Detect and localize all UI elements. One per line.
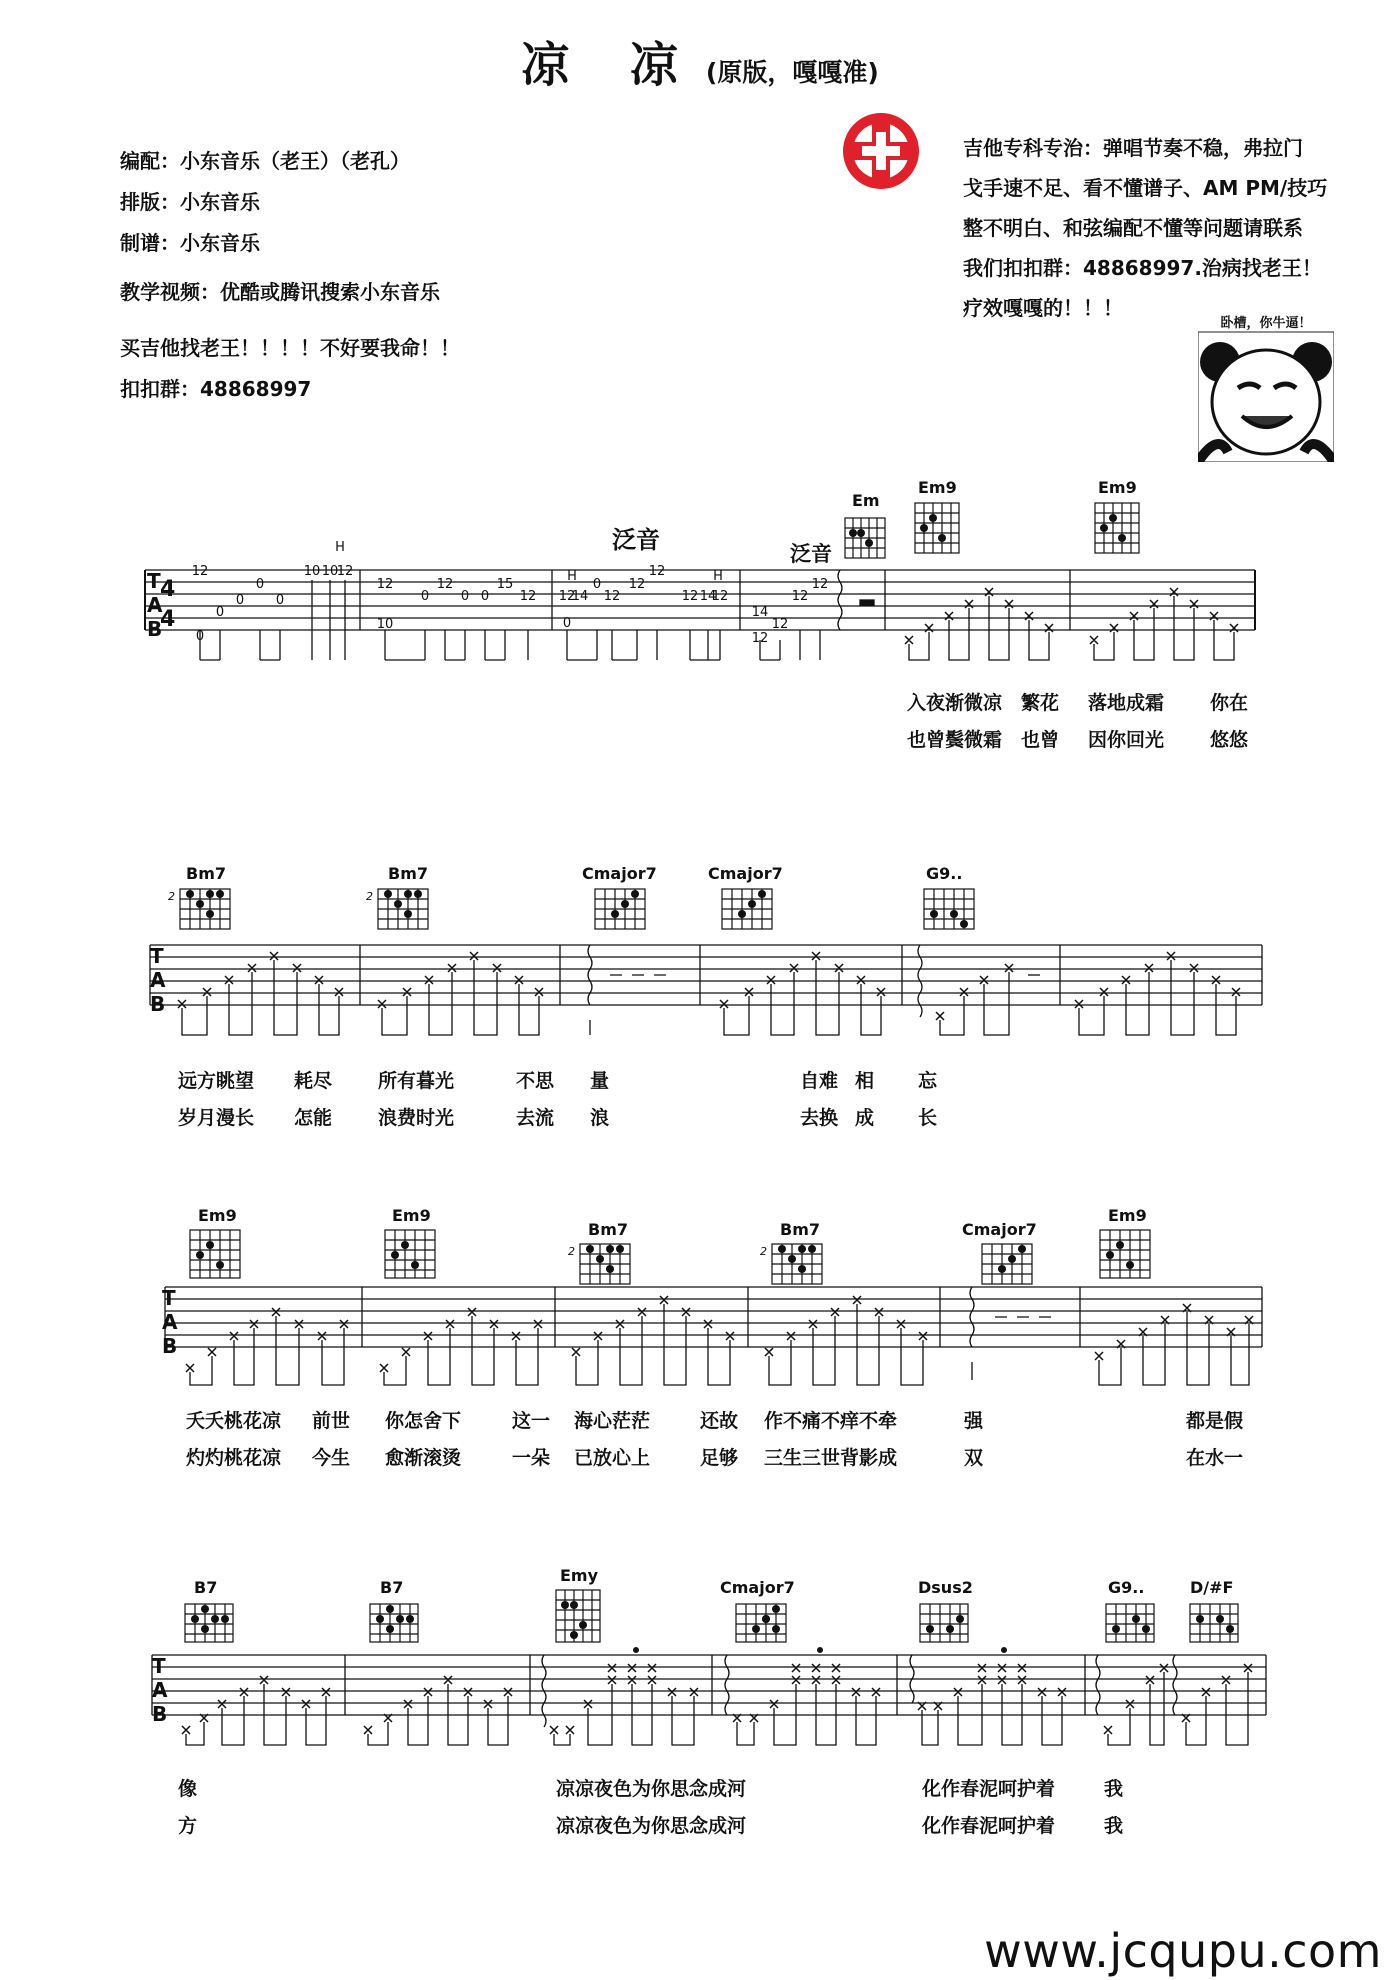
arranger-credit: 编配：小东音乐（老王）（老孔） [120, 149, 410, 173]
svg-text:14: 14 [699, 589, 717, 604]
svg-text:4: 4 [160, 607, 176, 632]
ad-text [963, 128, 1383, 328]
lyric: 繁花 [1021, 692, 1060, 714]
svg-text:12: 12 [628, 577, 646, 592]
svg-text:A: A [150, 968, 166, 992]
medical-cross-icon [838, 108, 924, 194]
score-credit: 制谱：小东音乐 [120, 231, 260, 255]
lyric: 量 [590, 1070, 610, 1092]
svg-text:T: T [162, 1286, 176, 1310]
song-title: 凉 凉 [521, 37, 700, 93]
meme-caption: 卧槽，你牛逼！ [1220, 316, 1312, 331]
lyric: 也曾 [1021, 729, 1060, 751]
svg-text:12: 12 [191, 564, 209, 579]
lyric: 落地成霜 [1088, 692, 1165, 714]
lyric: 强 [964, 1410, 984, 1432]
svg-text:12: 12 [711, 589, 729, 604]
svg-text:12: 12 [436, 577, 454, 592]
ad-line: 疗效嘎嘎的！！！ [963, 296, 1123, 320]
buy-note: 买吉他找老王！！！！不好要我命！！ [120, 336, 460, 360]
ad-line: 戈手速不足、看不懂谱子、AM PM/技巧 [963, 176, 1328, 200]
chord-name: Cmajor7 [962, 1220, 1037, 1239]
lyric: 愈渐滚烫 [385, 1447, 462, 1469]
svg-text:2: 2 [568, 1245, 575, 1258]
layout-credit: 排版：小东音乐 [120, 190, 260, 214]
svg-text:12: 12 [791, 589, 809, 604]
lyric: 三生三世背影成 [764, 1447, 898, 1469]
svg-text:12: 12 [811, 577, 829, 592]
svg-text:H: H [567, 569, 577, 584]
tab-system-1 [0, 480, 1400, 680]
chord-name: Cmajor7 [720, 1578, 795, 1597]
tab-letter: T [147, 569, 161, 593]
lyric: 浪 [590, 1107, 610, 1129]
svg-text:H: H [335, 540, 345, 555]
lyric: 凉凉夜色为你思念成河 [556, 1778, 747, 1800]
chord-name: G9.. [926, 864, 963, 883]
lyric: 方 [178, 1815, 198, 1837]
chord-name: D/#F [1190, 1578, 1234, 1597]
svg-text:12: 12 [771, 617, 789, 632]
tab-letter: A [147, 593, 163, 617]
lyric: 夭夭桃花凉 [186, 1410, 282, 1432]
svg-text:B: B [162, 1334, 178, 1358]
panda-meme [1198, 312, 1334, 462]
tab-letter: B [147, 617, 163, 641]
chord-name: Em9 [918, 478, 957, 497]
svg-text:0: 0 [592, 577, 602, 592]
qq-group: 扣扣群：48868997 [120, 377, 312, 401]
harmonics-label: 泛音 [612, 526, 660, 554]
svg-text:15: 15 [496, 577, 514, 592]
svg-text:T: T [150, 944, 164, 968]
svg-text:0: 0 [255, 577, 265, 592]
svg-text:12: 12 [376, 577, 394, 592]
chord-name: Dsus2 [918, 1578, 973, 1597]
lyric: 去流 [516, 1107, 555, 1129]
lyric: 入夜渐微凉 [907, 692, 1003, 714]
chord-name: B7 [380, 1578, 404, 1597]
lyric: 我 [1104, 1815, 1124, 1837]
ad-line: 整不明白、和弦编配不懂等问题请联系 [963, 216, 1303, 240]
lyric: 灼灼桃花凉 [186, 1447, 282, 1469]
lyric: 不思 [516, 1070, 555, 1092]
tab-system-3 [0, 1200, 1400, 1400]
chord-name: Bm7 [388, 864, 428, 883]
lyric: 一朵 [512, 1447, 551, 1469]
chord-name: Cmajor7 [582, 864, 657, 883]
lyric: 浪费时光 [378, 1107, 455, 1129]
svg-text:14: 14 [751, 605, 769, 620]
svg-text:12: 12 [603, 589, 621, 604]
chord-name: Bm7 [780, 1220, 820, 1239]
website-watermark: www.jcqupu.com [984, 1924, 1382, 1978]
lyric: 凉凉夜色为你思念成河 [556, 1815, 747, 1837]
chord-name: Bm7 [186, 864, 226, 883]
lyric: 怎能 [294, 1107, 333, 1129]
svg-text:B: B [152, 1702, 168, 1726]
lyric: 化作春泥呵护着 [922, 1778, 1056, 1800]
harmonics-label: 泛音 [790, 542, 832, 566]
svg-text:0: 0 [275, 593, 285, 608]
lyric: 你在 [1210, 692, 1249, 714]
song-subtitle: (原版，嘎嘎准) [705, 58, 879, 87]
svg-text:0: 0 [460, 589, 470, 604]
svg-text:0: 0 [562, 616, 572, 631]
lyric: 作不痛不痒不牵 [764, 1410, 898, 1432]
svg-text:10: 10 [321, 564, 339, 579]
svg-text:12: 12 [558, 589, 576, 604]
lyric: 长 [918, 1107, 938, 1129]
lyric: 忘 [918, 1070, 938, 1092]
chord-name: Bm7 [588, 1220, 628, 1239]
lyric: 像 [178, 1778, 198, 1800]
svg-text:12: 12 [648, 564, 666, 579]
svg-text:0: 0 [480, 589, 490, 604]
lyric: 前世 [312, 1410, 351, 1432]
lyric: 你怎舍下 [385, 1410, 462, 1432]
ad-line: 吉他专科专治：弹唱节奏不稳，弗拉门 [963, 136, 1303, 160]
lyric: 还故 [700, 1410, 739, 1432]
lyric: 在水一 [1186, 1447, 1244, 1469]
lyric: 都是假 [1186, 1410, 1244, 1432]
lyric: 因你回光 [1088, 729, 1165, 751]
svg-text:12: 12 [519, 589, 537, 604]
chord-name: B7 [194, 1578, 218, 1597]
tab-system-2 [0, 860, 1400, 1060]
lyric: 化作春泥呵护着 [922, 1815, 1056, 1837]
lyric: 耗尽 [294, 1070, 333, 1092]
svg-text:T: T [152, 1654, 166, 1678]
lyric: 已放心上 [574, 1447, 651, 1469]
chord-name: Cmajor7 [708, 864, 783, 883]
lyric: 岁月漫长 [178, 1107, 255, 1129]
lyric: 所有暮光 [378, 1070, 455, 1092]
lyric: 自难 [800, 1070, 839, 1092]
lyric: 双 [964, 1447, 984, 1469]
chord-name: Em9 [392, 1206, 431, 1225]
svg-text:0: 0 [235, 593, 245, 608]
ad-line: 我们扣扣群：48868997.治病找老王！ [963, 256, 1322, 280]
chord-name: Em [852, 491, 880, 510]
video-credit: 教学视频：优酷或腾讯搜索小东音乐 [120, 280, 440, 304]
panda-face-icon [1198, 312, 1334, 462]
svg-text:10: 10 [303, 564, 321, 579]
lyric: 去换 [800, 1107, 839, 1129]
svg-text:14: 14 [571, 589, 589, 604]
svg-text:A: A [162, 1310, 178, 1334]
lyric: 成 [855, 1107, 875, 1129]
svg-text:H: H [713, 569, 723, 584]
svg-text:2: 2 [366, 890, 373, 903]
svg-text:12: 12 [681, 589, 699, 604]
lyric: 也曾鬓微霜 [907, 729, 1003, 751]
lyric: 这一 [512, 1410, 551, 1432]
svg-text:A: A [152, 1678, 168, 1702]
svg-text:4: 4 [160, 577, 176, 602]
svg-text:12: 12 [751, 631, 769, 646]
song-title-block [0, 26, 1400, 95]
chord-name: Em9 [1098, 478, 1137, 497]
svg-text:2: 2 [760, 1245, 767, 1258]
lyric: 远方眺望 [178, 1070, 255, 1092]
lyric: 相 [855, 1070, 875, 1092]
svg-text:2: 2 [168, 890, 175, 903]
svg-text:0: 0 [215, 605, 225, 620]
svg-text:10: 10 [376, 617, 394, 632]
svg-text:0: 0 [420, 589, 430, 604]
lyric: 足够 [700, 1447, 739, 1469]
lyric: 我 [1104, 1778, 1124, 1800]
lyric: 今生 [312, 1447, 351, 1469]
svg-text:B: B [150, 992, 166, 1016]
chord-name: Em9 [198, 1206, 237, 1225]
chord-name: Emy [560, 1566, 599, 1585]
svg-text:0: 0 [195, 629, 205, 644]
chord-name: Em9 [1108, 1206, 1147, 1225]
lyric: 海心茫茫 [574, 1410, 651, 1432]
lyric: 悠悠 [1210, 729, 1249, 751]
chord-name: G9.. [1108, 1578, 1145, 1597]
svg-text:12: 12 [336, 564, 354, 579]
